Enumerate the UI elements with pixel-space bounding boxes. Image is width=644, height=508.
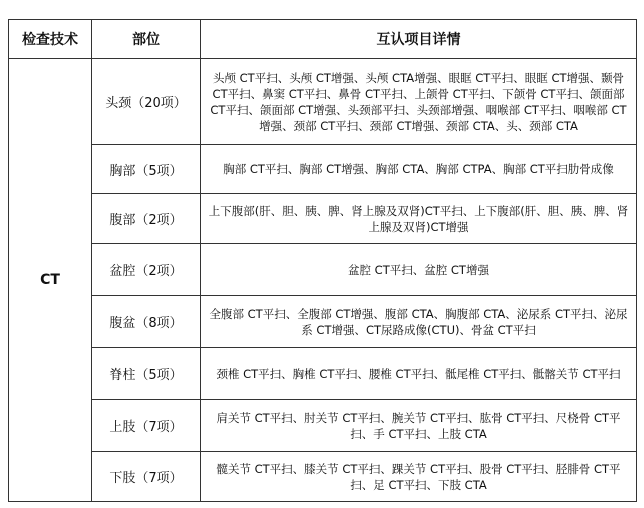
- details-cell: 盆腔 CT平扫、盆腔 CT增强: [201, 244, 637, 296]
- header-part: 部位: [92, 20, 201, 59]
- ct-mutual-recognition-table: [8, 19, 637, 502]
- part-cell: 脊柱（5项）: [92, 348, 201, 400]
- part-cell: 上肢（7项）: [92, 400, 201, 452]
- part-cell: 头颈（20项）: [92, 59, 201, 145]
- details-cell: 上下腹部(肝、胆、胰、脾、肾上腺及双肾)CT平扫、上下腹部(肝、胆、胰、脾、肾上腺及双肾)CT增强: [201, 194, 637, 244]
- header-row: [9, 20, 637, 59]
- part-cell: 下肢（7项）: [92, 452, 201, 502]
- technique-cell: CT: [9, 59, 92, 502]
- details-cell: 髋关节 CT平扫、膝关节 CT平扫、踝关节 CT平扫、股骨 CT平扫、胫腓骨 CT平扫、足 CT平扫、下肢 CTA: [201, 452, 637, 502]
- table-row: [9, 348, 637, 400]
- part-cell: 腹盆（8项）: [92, 296, 201, 348]
- details-cell: 肩关节 CT平扫、肘关节 CT平扫、腕关节 CT平扫、肱骨 CT平扫、尺桡骨 CT平扫、手 CT平扫、上肢 CTA: [201, 400, 637, 452]
- table-row: [9, 194, 637, 244]
- part-cell: 腹部（2项）: [92, 194, 201, 244]
- table-row: [9, 59, 637, 145]
- part-cell: 胸部（5项）: [92, 145, 201, 194]
- header-details: 互认项目详情: [201, 20, 637, 59]
- part-cell: 盆腔（2项）: [92, 244, 201, 296]
- table-row: [9, 145, 637, 194]
- details-cell: 胸部 CT平扫、胸部 CT增强、胸部 CTA、胸部 CTPA、胸部 CT平扫肋骨成像: [201, 145, 637, 194]
- table-row: [9, 244, 637, 296]
- details-cell: 头颅 CT平扫、头颅 CT增强、头颅 CTA增强、眼眶 CT平扫、眼眶 CT增强、颞骨 CT平扫、鼻窦 CT平扫、鼻骨 CT平扫、上颌骨 CT平扫、下颌骨 CT平扫、颌面部 CT平扫、颌面部 CT增强、头颈部平扫、头颈部增强、咽喉部 CT平扫、咽喉部 CT增强、颈部 CT平扫、颈部 CT增强、颈部 CTA、头、颈部 CTA: [201, 59, 637, 145]
- table-row: [9, 452, 637, 502]
- table-row: [9, 400, 637, 452]
- details-cell: 全腹部 CT平扫、全腹部 CT增强、腹部 CTA、胸腹部 CTA、泌尿系 CT平扫、泌尿系 CT增强、CT尿路成像(CTU)、骨盆 CT平扫: [201, 296, 637, 348]
- header-technique: 检查技术: [9, 20, 92, 59]
- table-row: [9, 296, 637, 348]
- details-cell: 颈椎 CT平扫、胸椎 CT平扫、腰椎 CT平扫、骶尾椎 CT平扫、骶髂关节 CT平扫: [201, 348, 637, 400]
